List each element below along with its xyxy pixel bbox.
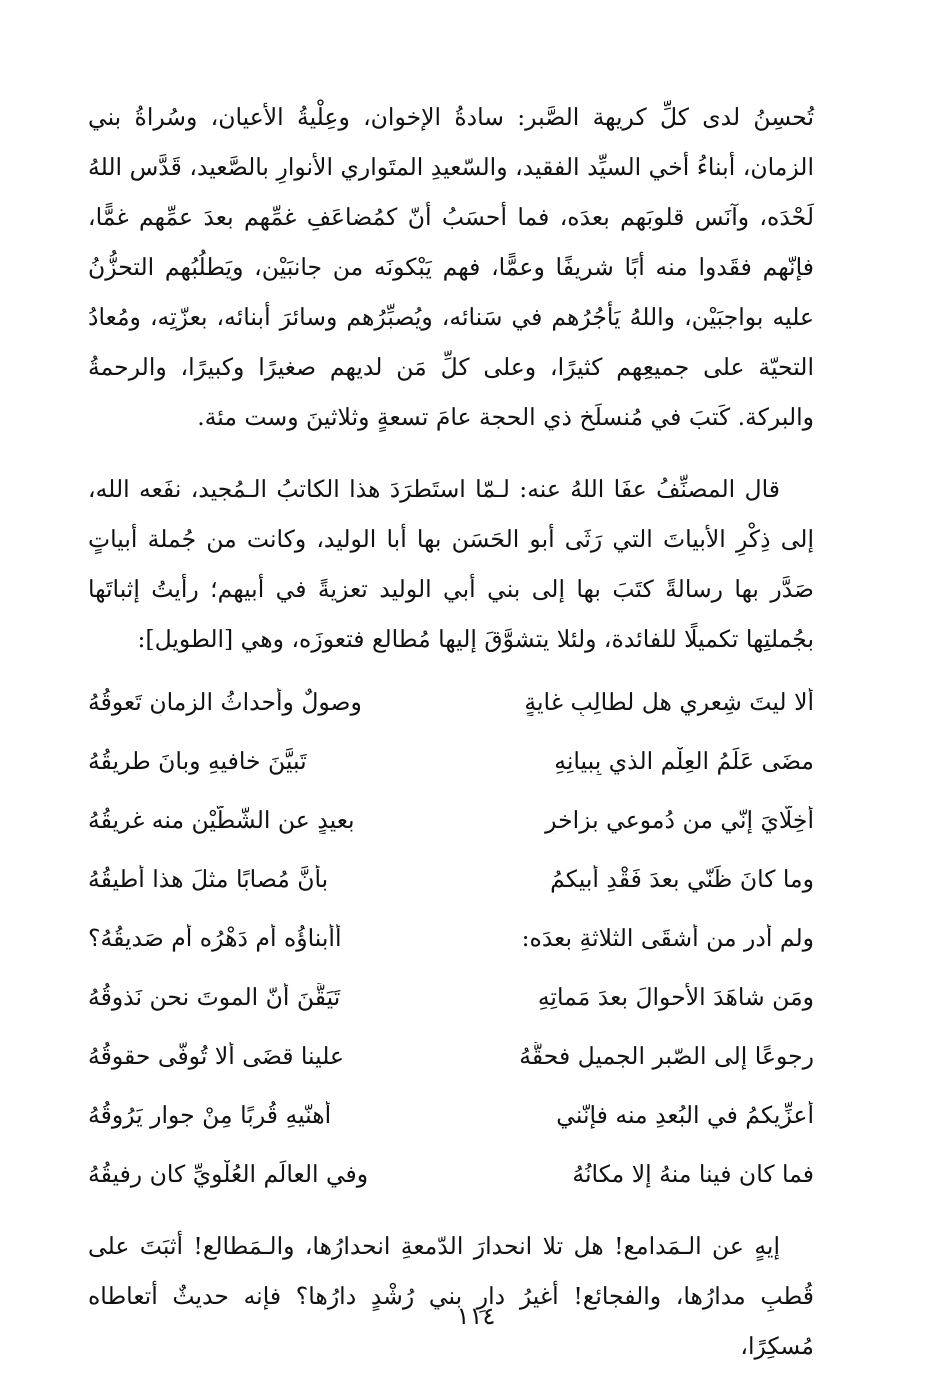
verse-second-hemistich: تَبيَّنَ خافيهِ وبانَ طريقُهُ (88, 746, 307, 775)
paragraph-continuation: إيهٍ عن الـمَدامع! هل تلا انحدارَ الدّمعةِ انحدارُها، والـمَطالع! أثبَتَ على قُطبِ مدارُها، والفجائع! أغيرُ دارِ بني رُشْدٍ دارُها؟ فإنه حديثٌ أتعاطاه مُسكِرًا، (88, 1232, 814, 1360)
verse-first-hemistich: أخِلّايَ إنّي من دُموعي بزاخرٍ (545, 805, 814, 834)
elegy-poem (88, 672, 814, 1203)
page-number: ١١٤ (456, 1302, 496, 1330)
verse-first-hemistich: فما كان فينا منهُ إلا مكانُهُ (572, 1159, 814, 1188)
verse-first-hemistich: رجوعًا إلى الصّبرِ الجميلِ فحقُّهُ (519, 1041, 814, 1070)
poem-verse (88, 967, 814, 1026)
poem-verse (88, 1144, 814, 1203)
verse-second-hemistich: أُهنّيهِ قُربًا مِنْ جوارٍ يَرُوقُهُ (88, 1100, 332, 1129)
paragraph-letter-closing: تُحسِنُ لدى كلِّ كريهة الصَّبر: سادةُ الإخوان، وعِلْيةُ الأعيان، وسُراةُ بني الزمان، أبناءُ أخي السيِّد الفقيد، والسّعيدِ المتَواري الأنوارِ بالصَّعيد، قَدَّس اللهُ لَحْدَه، وآنَس قلوبَهم بعدَه، فما أحسَبُ أنّ كمُضاعَفِ غمِّهم بعدَ عمِّهم غمًّا، فإنّهم فقَدوا منه أبًا شريفًا وعمًّا، فهم يَبْكونَه من جانبَيْن، ويَطلُبُهم التحزُّنُ عليه بواجبَيْن، واللهُ يَأجُرُهم في سَنائه، ويُصبِّرُهم وسائرَ أبنائه، بعزّتِه، ومُعادُ التحيّة على جميعِهم كثيرًا، وعلى كلِّ مَن لديهم صغيرًا وكبيرًا، والرحمةُ والبركة. كَتبَ في مُنسلَخ ذي الحجة عامَ تسعةٍ وثلاثينَ وست مئة. (88, 103, 814, 431)
verse-first-hemistich: أُعزِّيكمُ في البُعدِ منه فإنّني (556, 1100, 814, 1129)
paragraph-author-note: قال المصنِّفُ عفَا اللهُ عنه: لـمّا استَطرَدَ هذا الكاتبُ الـمُجيد، نفَعه الله، إلى ذِكْرِ الأبياتَ التي رَثَى أبو الحَسَن بها أبا الوليد، وكانت من جُملة أبياتٍ صَدَّر بها رسالةً كتَبَ بها إلى بني أبي الوليد تعزيةً في أبيهم؛ رأيتُ إثباتَها بجُملتِها تكميلًا للفائدة، ولئلا يتشوَّقَ إليها مُطالع فتعوزَه، وهي [الطويل]: (88, 475, 814, 653)
verse-first-hemistich: مضَى عَلَمُ العِلْمِ الذي بِبيانِهِ (554, 746, 814, 775)
verse-first-hemistich: ولم أدرِ من أشقَى الثلاثةِ بعدَه: (521, 923, 814, 952)
verse-first-hemistich: وما كانَ ظَنّي بعدَ فَقْدِ أبيكمُ (550, 864, 814, 893)
verse-second-hemistich: بعيدٍ عن الشّطَّيْنِ منه غريقُهُ (88, 805, 355, 834)
poem-verse (88, 790, 814, 849)
page-body (88, 92, 814, 1371)
verse-second-hemistich: علينا قضَى ألا تُوفَّى حقوقُهُ (88, 1041, 345, 1070)
poem-verse (88, 672, 814, 731)
verse-second-hemistich: أأبناؤُه أم دَهْرُه أم صَديقُهُ؟ (88, 923, 342, 952)
poem-verse (88, 1085, 814, 1144)
verse-second-hemistich: وصولٌ وأحداثُ الزمانِ تَعوقُهُ (88, 687, 362, 716)
poem-verse (88, 908, 814, 967)
verse-second-hemistich: بأنَّ مُصابًا مثلَ هذا أُطيقُهُ (88, 864, 329, 893)
poem-verse (88, 849, 814, 908)
poem-verse (88, 1026, 814, 1085)
verse-second-hemistich: وفي العالَمِ العُلْويِّ كان رفيقُهُ (88, 1159, 369, 1188)
verse-second-hemistich: تَيَقَّنَ أنّ الموتَ نحن نَذوقُهُ (88, 982, 341, 1011)
verse-first-hemistich: ومَن شاهَدَ الأحوالَ بعدَ مَماتِهِ (537, 982, 814, 1011)
verse-first-hemistich: ألا ليتَ شِعري هل لطالِبِ غايةٍ (524, 687, 814, 716)
poem-verse (88, 731, 814, 790)
